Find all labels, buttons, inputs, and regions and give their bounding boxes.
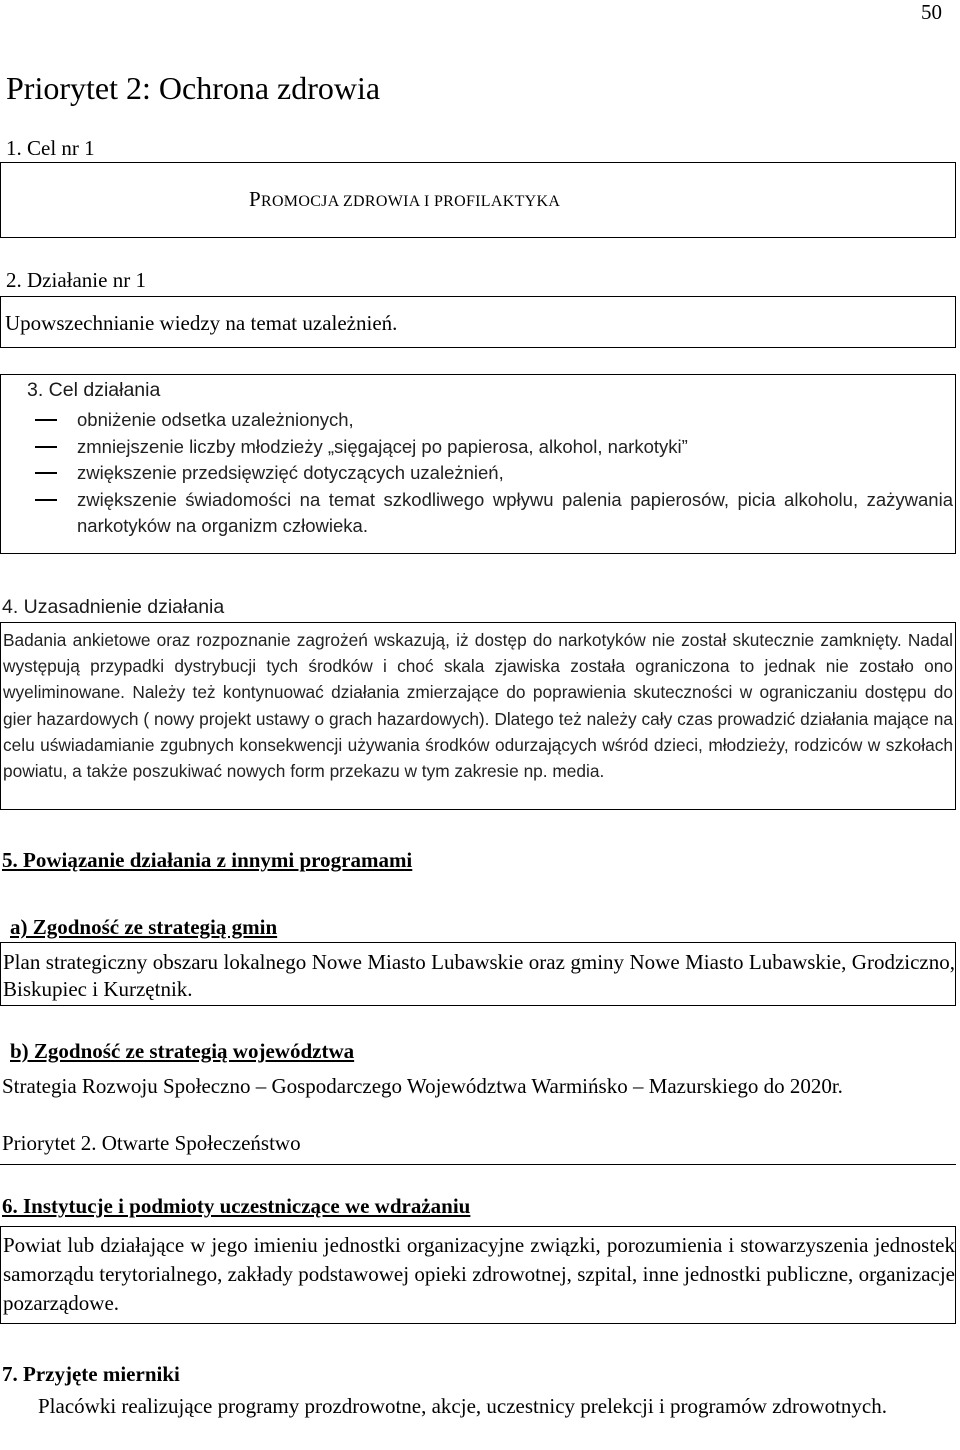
section-cel-label: 1. Cel nr 1 [6,136,95,160]
dash-icon [35,419,57,421]
list-item [1,434,953,461]
uzasadnienie-text: Badania ankietowe oraz rozpoznanie zagrożeń wskazują, iż dostęp do narkotyków nie został skutecznie zamknięty. Nadal występują przypadki dystrybucji tych środków i choć skala zjawiska została ograniczona to jednak nie zostało ono wyeliminowane. Należy też kontynuować działania zmierzające do poprawienia skuteczności w ograniczaniu dostępu do gier hazardowych ( nowy projekt ustawy o grach hazardowych). Dlatego też należy cały czas prowadzić działania mające na celu uświadamianie zgubnych konsekwencji używania środków odurzających wśród dzieci, młodzieży, rodziców w szkołach powiatu, a także poszukiwać nowych form przekazu w tym zakresie np. media. [3,630,953,782]
strategia-gmin-label: a) Zgodność ze strategią gmin [10,915,278,939]
strategia-gmin-box [0,942,956,1006]
cel-value-rest: ROMOCJA ZDROWIA I PROFILAKTYKA [260,193,561,210]
section-instytucje-label: 6. Instytucje i podmioty uczestniczące we wdrażaniu [2,1194,471,1218]
mierniki-text: Placówki realizujące programy prozdrowotne, akcje, uczestnicy prelekcji i programów zdrowotnych. [38,1394,888,1418]
cel-dzialania-list [1,407,953,540]
instytucje-box [0,1226,956,1324]
list-item-text: zwiększenie świadomości na temat szkodliwego wpływu palenia papierosów, picia alkoholu, zażywania narkotyków na organizm człowieka. [77,488,953,536]
dash-icon [35,446,57,448]
section-mierniki-label: 7. Przyjęte mierniki [2,1362,180,1386]
section-uzasadnienie-label: 4. Uzasadnienie działania [2,596,225,618]
list-item-text: zwiększenie przedsięwzięć dotyczących uzależnień, [77,462,504,483]
cel-box [0,162,956,238]
list-item-text: zmniejszenie liczby młodzieży „sięgającej po papierosa, alkohol, narkotyki” [77,435,688,457]
cel-dzialania-box [0,374,956,554]
cel-value-initial: P [249,187,261,211]
section-dzialanie-label: 2. Działanie nr 1 [6,268,146,292]
dash-icon [35,472,57,474]
dzialanie-value: Upowszechnianie wiedzy na temat uzależnień. [5,311,398,335]
dash-icon [35,499,57,501]
strategia-wojewodztwa-priorytet: Priorytet 2. Otwarte Społeczeństwo [2,1131,301,1155]
dzialanie-box [0,296,956,348]
section-cel-dzialania-label: 3. Cel działania [27,379,161,401]
priority-title: Priorytet 2: Ochrona zdrowia [6,70,381,106]
strategia-wojewodztwa-text: Strategia Rozwoju Społeczno – Gospodarczego Województwa Warmińsko – Mazurskiego do 2020r. [2,1074,843,1098]
uzasadnienie-box [0,622,956,810]
cel-value [249,187,560,212]
strategia-wojewodztwa-label: b) Zgodność ze strategią województwa [10,1039,355,1063]
page-number: 50 [921,0,942,24]
instytucje-text: Powiat lub działające w jego imieniu jednostki organizacyjne związki, porozumienia i stowarzyszenia jednostek samorządu terytorialnego, zakłady podstawowej opieki zdrowotnej, szpital, inne jednostki publiczne, organizacje pozarządowe. [3,1233,955,1315]
list-item [1,407,953,434]
list-item-text: obniżenie odsetka uzależnionych, [77,409,354,430]
list-item [1,487,953,540]
list-item [1,460,953,487]
divider [0,1164,956,1165]
strategia-gmin-text: Plan strategiczny obszaru lokalnego Nowe Miasto Lubawskie oraz gminy Nowe Miasto Lubawskie, Grodziczno, Biskupiec i Kurzętnik. [3,950,955,1001]
section-powiazanie-label: 5. Powiązanie działania z innymi programami [2,848,413,872]
